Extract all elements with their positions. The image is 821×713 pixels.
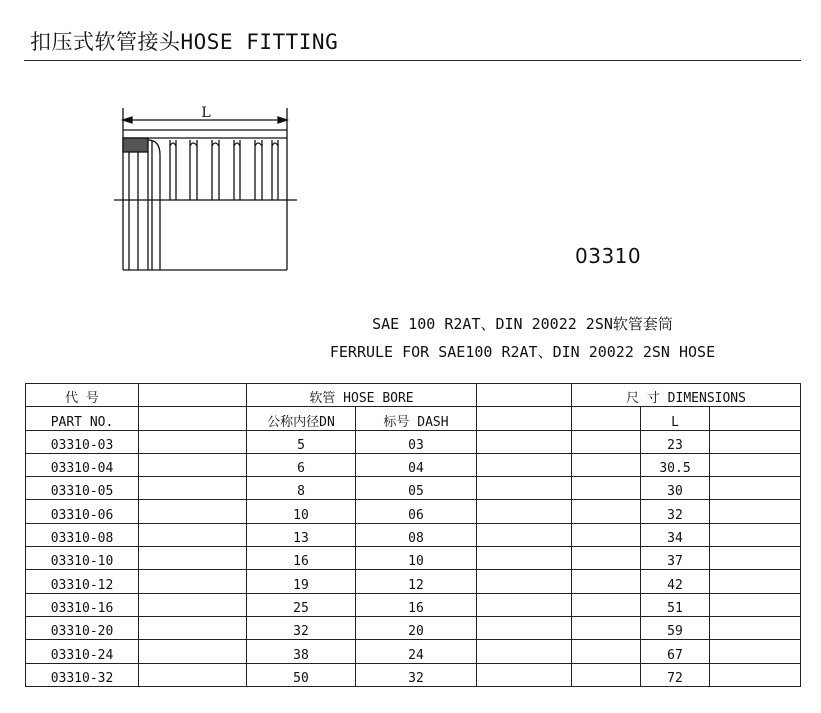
empty-cell [139, 500, 247, 523]
empty-cell [572, 593, 641, 616]
empty-cell [139, 523, 247, 546]
dn-cell: 19 [247, 570, 356, 593]
empty-cell [139, 430, 247, 453]
empty-cell [572, 523, 641, 546]
dash-cell: 04 [356, 453, 477, 476]
part-number-cell: 03310-04 [26, 453, 139, 476]
empty-cell [477, 593, 572, 616]
table-row [26, 453, 801, 476]
empty-cell [710, 430, 801, 453]
part-number-cell: 03310-08 [26, 523, 139, 546]
dash-cell: 08 [356, 523, 477, 546]
empty-cell [710, 500, 801, 523]
table-row [26, 570, 801, 593]
empty-cell [477, 547, 572, 570]
subtitle-chinese: SAE 100 R2AT、DIN 20022 2SN软管套筒 [372, 315, 673, 333]
dash-cell: 32 [356, 663, 477, 686]
part-number: 03310 [575, 244, 642, 268]
empty-cell [572, 640, 641, 663]
empty-cell [710, 663, 801, 686]
empty-cell [477, 500, 572, 523]
empty-cell [710, 523, 801, 546]
empty-cell [572, 477, 641, 500]
dash-cell: 20 [356, 616, 477, 639]
table-row [26, 616, 801, 639]
header-dn: 公称内径DN [247, 407, 356, 430]
table-row [26, 523, 801, 546]
empty-cell [139, 453, 247, 476]
part-number-cell: 03310-05 [26, 477, 139, 500]
dn-cell: 5 [247, 430, 356, 453]
empty-cell [139, 570, 247, 593]
empty-cell [139, 640, 247, 663]
empty-cell [572, 663, 641, 686]
empty-cell [710, 616, 801, 639]
part-number-cell: 03310-10 [26, 547, 139, 570]
part-number-cell: 03310-20 [26, 616, 139, 639]
empty-cell [710, 570, 801, 593]
empty-cell [572, 547, 641, 570]
table-row [26, 663, 801, 686]
part-number-cell: 03310-16 [26, 593, 139, 616]
length-cell: 42 [641, 570, 710, 593]
header-hose-bore: 软管 HOSE BORE [247, 384, 477, 407]
subtitle-english: FERRULE FOR SAE100 R2AT、DIN 20022 2SN HOSE [329, 343, 716, 361]
empty-cell [477, 616, 572, 639]
dash-cell: 03 [356, 430, 477, 453]
dimension-label: L [201, 105, 211, 121]
part-number-cell: 03310-06 [26, 500, 139, 523]
length-cell: 72 [641, 663, 710, 686]
length-cell: 59 [641, 616, 710, 639]
part-number-cell: 03310-03 [26, 430, 139, 453]
table-row [26, 430, 801, 453]
length-cell: 51 [641, 593, 710, 616]
dn-cell: 25 [247, 593, 356, 616]
empty-cell [477, 477, 572, 500]
header-row-2 [26, 407, 801, 430]
length-cell: 30.5 [641, 453, 710, 476]
empty-cell [710, 477, 801, 500]
table-row [26, 640, 801, 663]
header-row-1 [26, 384, 801, 407]
table-row [26, 500, 801, 523]
length-cell: 67 [641, 640, 710, 663]
title-divider [24, 60, 801, 61]
table-row [26, 593, 801, 616]
dash-cell: 05 [356, 477, 477, 500]
length-cell: 34 [641, 523, 710, 546]
header-dash: 标号 DASH [356, 407, 477, 430]
empty-cell [572, 500, 641, 523]
empty-cell [710, 593, 801, 616]
empty-cell [710, 453, 801, 476]
part-number-cell: 03310-12 [26, 570, 139, 593]
dash-cell: 06 [356, 500, 477, 523]
page-title: 扣压式软管接头HOSE FITTING [30, 30, 339, 54]
empty-cell [477, 430, 572, 453]
ferrule-drawing [112, 100, 302, 275]
empty-cell [477, 663, 572, 686]
dash-cell: 10 [356, 547, 477, 570]
header-code: 代 号 [26, 384, 139, 407]
empty-cell [139, 663, 247, 686]
part-number-cell: 03310-24 [26, 640, 139, 663]
empty-cell [477, 640, 572, 663]
empty-cell [572, 430, 641, 453]
empty-cell [477, 570, 572, 593]
dn-cell: 8 [247, 477, 356, 500]
length-cell: 37 [641, 547, 710, 570]
dn-cell: 32 [247, 616, 356, 639]
table-row [26, 547, 801, 570]
dn-cell: 13 [247, 523, 356, 546]
header-dimensions: 尺 寸 DIMENSIONS [572, 384, 801, 407]
empty-cell [139, 593, 247, 616]
table-row [26, 477, 801, 500]
empty-cell [477, 453, 572, 476]
empty-cell [572, 616, 641, 639]
dn-cell: 50 [247, 663, 356, 686]
dash-cell: 24 [356, 640, 477, 663]
empty-cell [572, 453, 641, 476]
length-cell: 30 [641, 477, 710, 500]
empty-cell [710, 547, 801, 570]
empty-cell [710, 640, 801, 663]
empty-cell [572, 570, 641, 593]
spec-table [25, 383, 801, 687]
dn-cell: 6 [247, 453, 356, 476]
empty-cell [139, 616, 247, 639]
empty-cell [477, 523, 572, 546]
empty-cell [139, 547, 247, 570]
length-cell: 32 [641, 500, 710, 523]
dn-cell: 10 [247, 500, 356, 523]
empty-cell [139, 477, 247, 500]
dn-cell: 38 [247, 640, 356, 663]
length-cell: 23 [641, 430, 710, 453]
header-l: L [641, 407, 710, 430]
part-number-cell: 03310-32 [26, 663, 139, 686]
dash-cell: 12 [356, 570, 477, 593]
dash-cell: 16 [356, 593, 477, 616]
header-part-no: PART NO. [26, 407, 139, 430]
dn-cell: 16 [247, 547, 356, 570]
